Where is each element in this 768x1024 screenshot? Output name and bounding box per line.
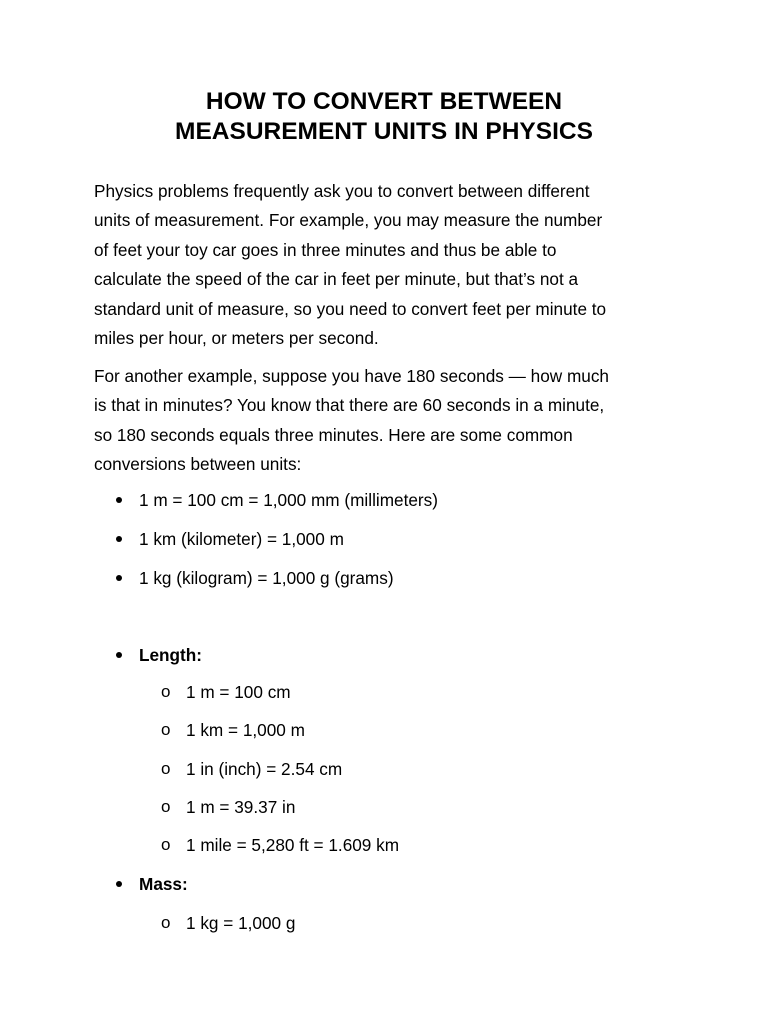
- paragraph-line: standard unit of measure, so you need to convert feet per minute to: [94, 298, 607, 319]
- bullet-item: 1 m = 100 cm = 1,000 mm (millimeters): [139, 490, 438, 510]
- bullet-dot: [116, 497, 122, 503]
- sub-bullet-item: 1 in (inch) = 2.54 cm: [186, 759, 343, 779]
- paragraph-line: so 180 seconds equals three minutes. Here are some common: [94, 424, 573, 445]
- intro-paragraph: [94, 177, 694, 353]
- title-line: MEASUREMENT UNITS IN PHYSICS: [175, 118, 593, 145]
- paragraph-line: of feet your toy car goes in three minutes and thus be able to: [94, 239, 557, 260]
- bullet-dot: [116, 652, 122, 658]
- section-label-length: Length:: [139, 645, 203, 665]
- paragraph-line: is that in minutes? You know that there are 60 seconds in a minute,: [94, 395, 605, 416]
- sub-bullet-marker: o: [161, 720, 171, 739]
- paragraph-line: For another example, suppose you have 180 seconds — how much: [94, 366, 609, 386]
- bullet-dot: [116, 881, 122, 887]
- sub-bullet-item: 1 m = 100 cm: [186, 682, 291, 702]
- document-title: [60, 87, 708, 147]
- sub-bullet-marker: o: [161, 835, 171, 854]
- paragraph-line: conversions between units:: [94, 454, 302, 475]
- sub-bullet-item: 1 kg = 1,000 g: [186, 913, 296, 933]
- sub-bullet-marker: o: [161, 913, 171, 932]
- sub-bullet-marker: o: [161, 682, 171, 701]
- bullet-item: 1 km (kilometer) = 1,000 m: [139, 529, 344, 549]
- section-label-mass: Mass:: [139, 874, 188, 894]
- bullet-dot: [116, 536, 122, 542]
- sub-bullet-marker: o: [161, 759, 171, 778]
- paragraph-line: units of measurement. For example, you may measure the number: [94, 210, 603, 231]
- paragraph-line: miles per hour, or meters per second.: [94, 328, 379, 349]
- sub-bullet-marker: o: [161, 797, 171, 816]
- sub-bullet-item: 1 m = 39.37 in: [186, 797, 296, 817]
- sub-bullet-item: 1 mile = 5,280 ft = 1.609 km: [186, 835, 400, 855]
- example-paragraph: [94, 362, 694, 480]
- title-line: HOW TO CONVERT BETWEEN: [205, 88, 563, 115]
- sub-bullet-item: 1 km = 1,000 m: [186, 720, 305, 740]
- paragraph-line: Physics problems frequently ask you to convert between different: [94, 181, 590, 201]
- bullet-dot: [116, 575, 122, 581]
- paragraph-line: calculate the speed of the car in feet per minute, but that’s not a: [94, 269, 579, 290]
- bullet-item: 1 kg (kilogram) = 1,000 g (grams): [139, 568, 394, 588]
